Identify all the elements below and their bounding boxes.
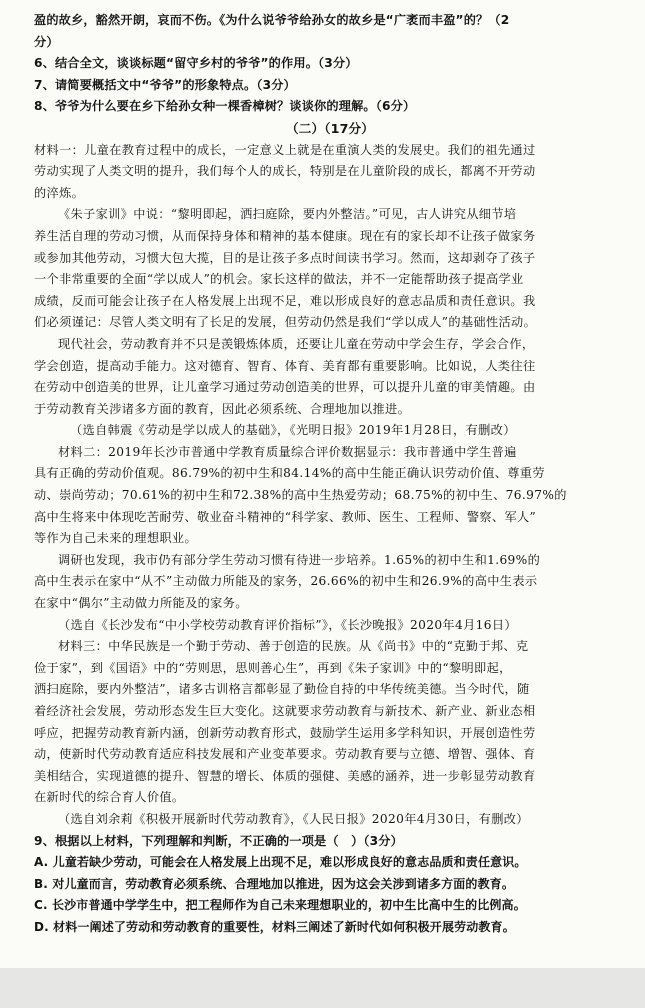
material-3-line: 美相结合，实现道德的提升、智慧的增长、体质的强健、美感的涵养，进一步彰显劳动教育: [34, 768, 536, 783]
material-2-line: 等作为自己未来的理想职业。: [34, 531, 197, 546]
material-1-line: 的淬炼。: [34, 185, 85, 200]
section-heading: （二）（17分）: [286, 120, 374, 136]
material-1-line: 在劳动中创造美的世界，让儿童学习通过劳动创造美的世界，可以提升儿童的审美情趣。由: [34, 380, 536, 395]
material-3-line: 俭于家”，到《国语》中的“劳则思，思则善心生”，再到《朱子家训》中的“黎明即起，: [34, 660, 512, 675]
material-3-line: 洒扫庭除，要内外整洁”，诸多古训格言都彰显了勤俭自持的中华传统美德。当今时代，随: [34, 682, 530, 697]
material-1-source: （选自韩震《劳动是学以成人的基础》，《光明日报》2019年1月28日，有删改）: [70, 423, 516, 438]
bottom-margin: [0, 968, 645, 1008]
material-2-line: 在家中“偶尔”主动做力所能及的家务。: [34, 596, 248, 611]
material-1-line: 养生活自理的劳动习惯，从而保持身体和精神的基本健康。现在有的家长却不让孩子做家务: [34, 228, 536, 243]
material-3-line: 动，使新时代劳动教育适应科技发展和产业变革要求。劳动教育要与立德、增智、强体、育: [34, 747, 536, 762]
question-7: 7、请简要概括文中“爷爷”的形象特点。（3分）: [34, 77, 296, 92]
question-6: 6、结合全文，谈谈标题“留守乡村的爷爷”的作用。（3分）: [34, 56, 358, 71]
material-1-line: 或参加其他劳动，习惯大包大揽，目的是让孩子多点时间读书学习。然而，这却剥夺了孩子: [34, 250, 536, 265]
option-c: C. 长沙市普通中学学生中，把工程师作为自己未来理想职业的，初中生比高中生的比例高。: [34, 898, 526, 913]
question-9: 9、根据以上材料，下列理解和判断，不正确的一项是（ ）（3分）: [34, 833, 403, 848]
material-3-line: 呼应，把握劳动教育新内涵，创新劳动教育形式，鼓励学生运用多学科知识，开展创造性劳: [34, 725, 536, 740]
material-1-line: 学会创造，提高动手能力。这对德育、智育、体育、美育都有重要影响。比如说，人类往往: [34, 358, 536, 373]
material-1-line: 现代社会，劳动教育并不只是羡锻炼体质，还要让儿童在劳动中学会生存，学会合作，: [58, 336, 535, 351]
question-5-tail: 盈的故乡，豁然开朗，哀而不伤。《为什么说爷爷给孙女的故乡是“广袤而丰盈”的？（2: [34, 13, 510, 27]
material-2-line: 调研也发现，我市仍有部分学生劳动习惯有待进一步培养。1.65%的初中生和1.69%的: [58, 552, 541, 567]
material-1-line: 们必须谨记：尽管人类文明有了长足的发展，但劳动仍然是我们“学以成人”的基础性活动。: [34, 315, 537, 330]
material-1-line: 劳动实现了人类文明的提升，我们每个人的成长，特别是在儿童阶段的成长，都离不开劳动: [34, 164, 536, 179]
material-3-line: 着经济社会发展，劳动形态发生巨大变化。这就要求劳动教育与新技术、新产业、新业态相: [34, 704, 536, 718]
material-3-line: 在新时代的综合育人价值。: [34, 790, 185, 805]
material-2-line: 材料二：2019年长沙市普通中学教育质量综合评价数据显示：我市普通中学生普遍: [58, 444, 517, 459]
option-d: D. 材料一阐述了劳动和劳动教育的重要性，材料三阐述了新时代如何积极开展劳动教育。: [34, 919, 515, 934]
option-a: A. 儿童若缺少劳动，可能会在人格发展上出现不足，难以形成良好的意志品质和责任意识。: [34, 855, 527, 870]
material-2-line: 高中生将来中体现吃苦耐劳、敬业奋斗精神的“科学家、教师、医生、工程师、警察、军人”: [34, 509, 537, 524]
question-5-score: 分）: [34, 34, 59, 49]
question-8: 8、爷爷为什么要在乡下给孙女种一棵香樟树？谈谈你的理解。（6分）: [34, 99, 416, 114]
material-2-line: 高中生表示在家中“从不”主动做力所能及的家务，26.66%的初中生和26.9%的高中生表示: [34, 574, 538, 589]
material-2-source: （选自《长沙发布“中小学校劳动教育评价指标”》，《长沙晚报》2020年4月16日）: [58, 617, 517, 632]
material-1-line: 一个非常重要的全面“学以成人”的机会。家长这样的做法，并不一定能帮助孩子提高学业: [34, 272, 524, 287]
material-1-line: 《朱子家训》中说：“黎明即起，洒扫庭除，要内外整洁。”可见，古人讲究从细节培: [58, 207, 517, 222]
material-2-line: 动、崇尚劳动；70.61%的初中生和72.38%的高中生热爱劳动；68.75%的初中生、76.97%的: [34, 488, 567, 503]
material-3-line: 材料三：中华民族是一个勤于劳动、善于创造的民族。从《尚书》中的“克勤于邦、克: [58, 639, 529, 654]
option-b: B. 对儿童而言，劳动教育必须系统、合理地加以推进，因为这会关涉到诸多方面的教育。: [34, 876, 515, 891]
material-1-line: 成绩，反而可能会让孩子在人格发展上出现不足，难以形成良好的意志品质和责任意识。我: [34, 293, 536, 308]
material-3-source: （选自刘余莉《积极开展新时代劳动教育》，《人民日报》2020年4月30日，有删改）: [58, 811, 529, 826]
material-2-line: 具有正确的劳动价值观。86.79%的初中生和84.14%的高中生能正确认识劳动价值、尊重劳: [34, 466, 545, 481]
material-1-line: 于劳动教育关涉诸多方面的教育，因此必须系统、合理地加以推进。: [34, 401, 411, 416]
material-1-line: 材料一：儿童在教育过程中的成长，一定意义上就是在重演人类的发展史。我们的祖先通过: [34, 142, 536, 157]
exam-text: [34, 10, 626, 939]
